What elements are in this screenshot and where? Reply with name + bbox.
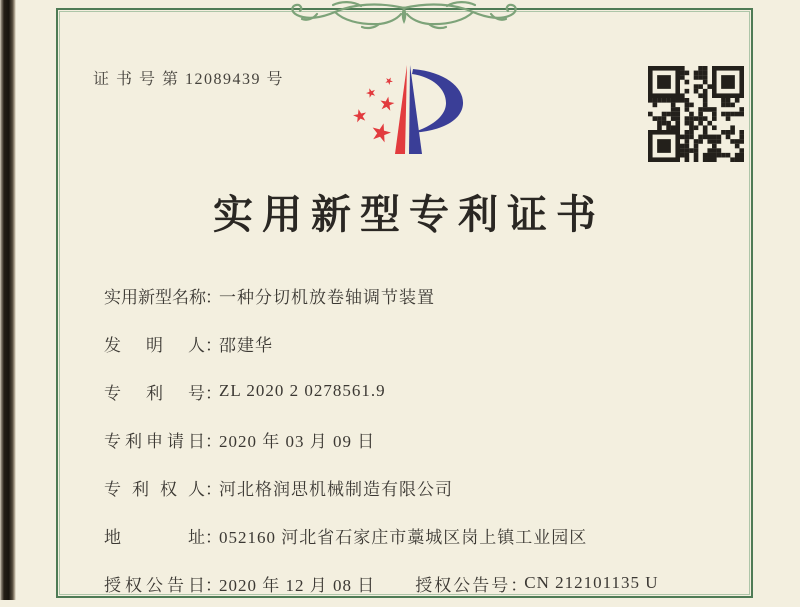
cnipa-logo bbox=[333, 57, 479, 165]
field-row-name bbox=[104, 271, 750, 319]
binding-edge bbox=[0, 0, 16, 600]
logo-red-wedge bbox=[395, 65, 407, 154]
field-label: 专利申请日 bbox=[104, 431, 205, 451]
certificate-fields bbox=[104, 271, 750, 607]
field-colon: ： bbox=[205, 383, 222, 403]
field-value: 一种分切机放卷轴调节装置 bbox=[219, 287, 435, 307]
certificate-number: 证 书 号 第 12089439 号 bbox=[93, 71, 285, 88]
grant-number-label: 授权公告号 bbox=[415, 575, 511, 595]
field-value: 052160 河北省石家庄市藁城区岗上镇工业园区 bbox=[219, 527, 588, 547]
field-colon: ： bbox=[510, 575, 528, 595]
field-colon: ： bbox=[205, 575, 222, 595]
field-colon: ： bbox=[205, 527, 222, 547]
field-value: ZL 2020 2 0278561.9 bbox=[219, 381, 386, 400]
ornament-flourish bbox=[292, 2, 515, 28]
logo-stars-icon bbox=[352, 76, 395, 144]
field-label: 专利权人 bbox=[104, 479, 205, 499]
logo-blue-p-icon bbox=[409, 65, 463, 154]
field-value: 2020 年 12 月 08 日 bbox=[219, 575, 376, 595]
field-label: 实用新型名称 bbox=[104, 287, 206, 307]
field-colon: ： bbox=[205, 287, 222, 307]
field-label: 发明人 bbox=[104, 335, 205, 355]
field-row-address bbox=[104, 511, 750, 559]
field-row-inventor bbox=[104, 319, 750, 367]
field-row-filing-date bbox=[104, 415, 750, 463]
field-colon: ： bbox=[205, 479, 222, 499]
grant-number-value: CN 212101135 U bbox=[524, 573, 659, 592]
field-label: 授权公告日 bbox=[104, 575, 205, 595]
field-value: 河北格润思机械制造有限公司 bbox=[219, 479, 453, 499]
field-colon: ： bbox=[205, 431, 222, 451]
field-value: 2020 年 03 月 09 日 bbox=[219, 431, 376, 451]
field-row-patent-number bbox=[104, 367, 750, 415]
certificate-title: 实用新型专利证书 bbox=[213, 192, 605, 237]
qr-code bbox=[648, 66, 744, 162]
field-label: 专利号 bbox=[104, 383, 205, 403]
field-colon: ： bbox=[205, 335, 222, 355]
field-label: 地址 bbox=[104, 527, 205, 547]
field-row-patentee bbox=[104, 463, 750, 511]
field-value: 邵建华 bbox=[219, 335, 273, 355]
top-ornament-icon bbox=[283, 0, 525, 30]
